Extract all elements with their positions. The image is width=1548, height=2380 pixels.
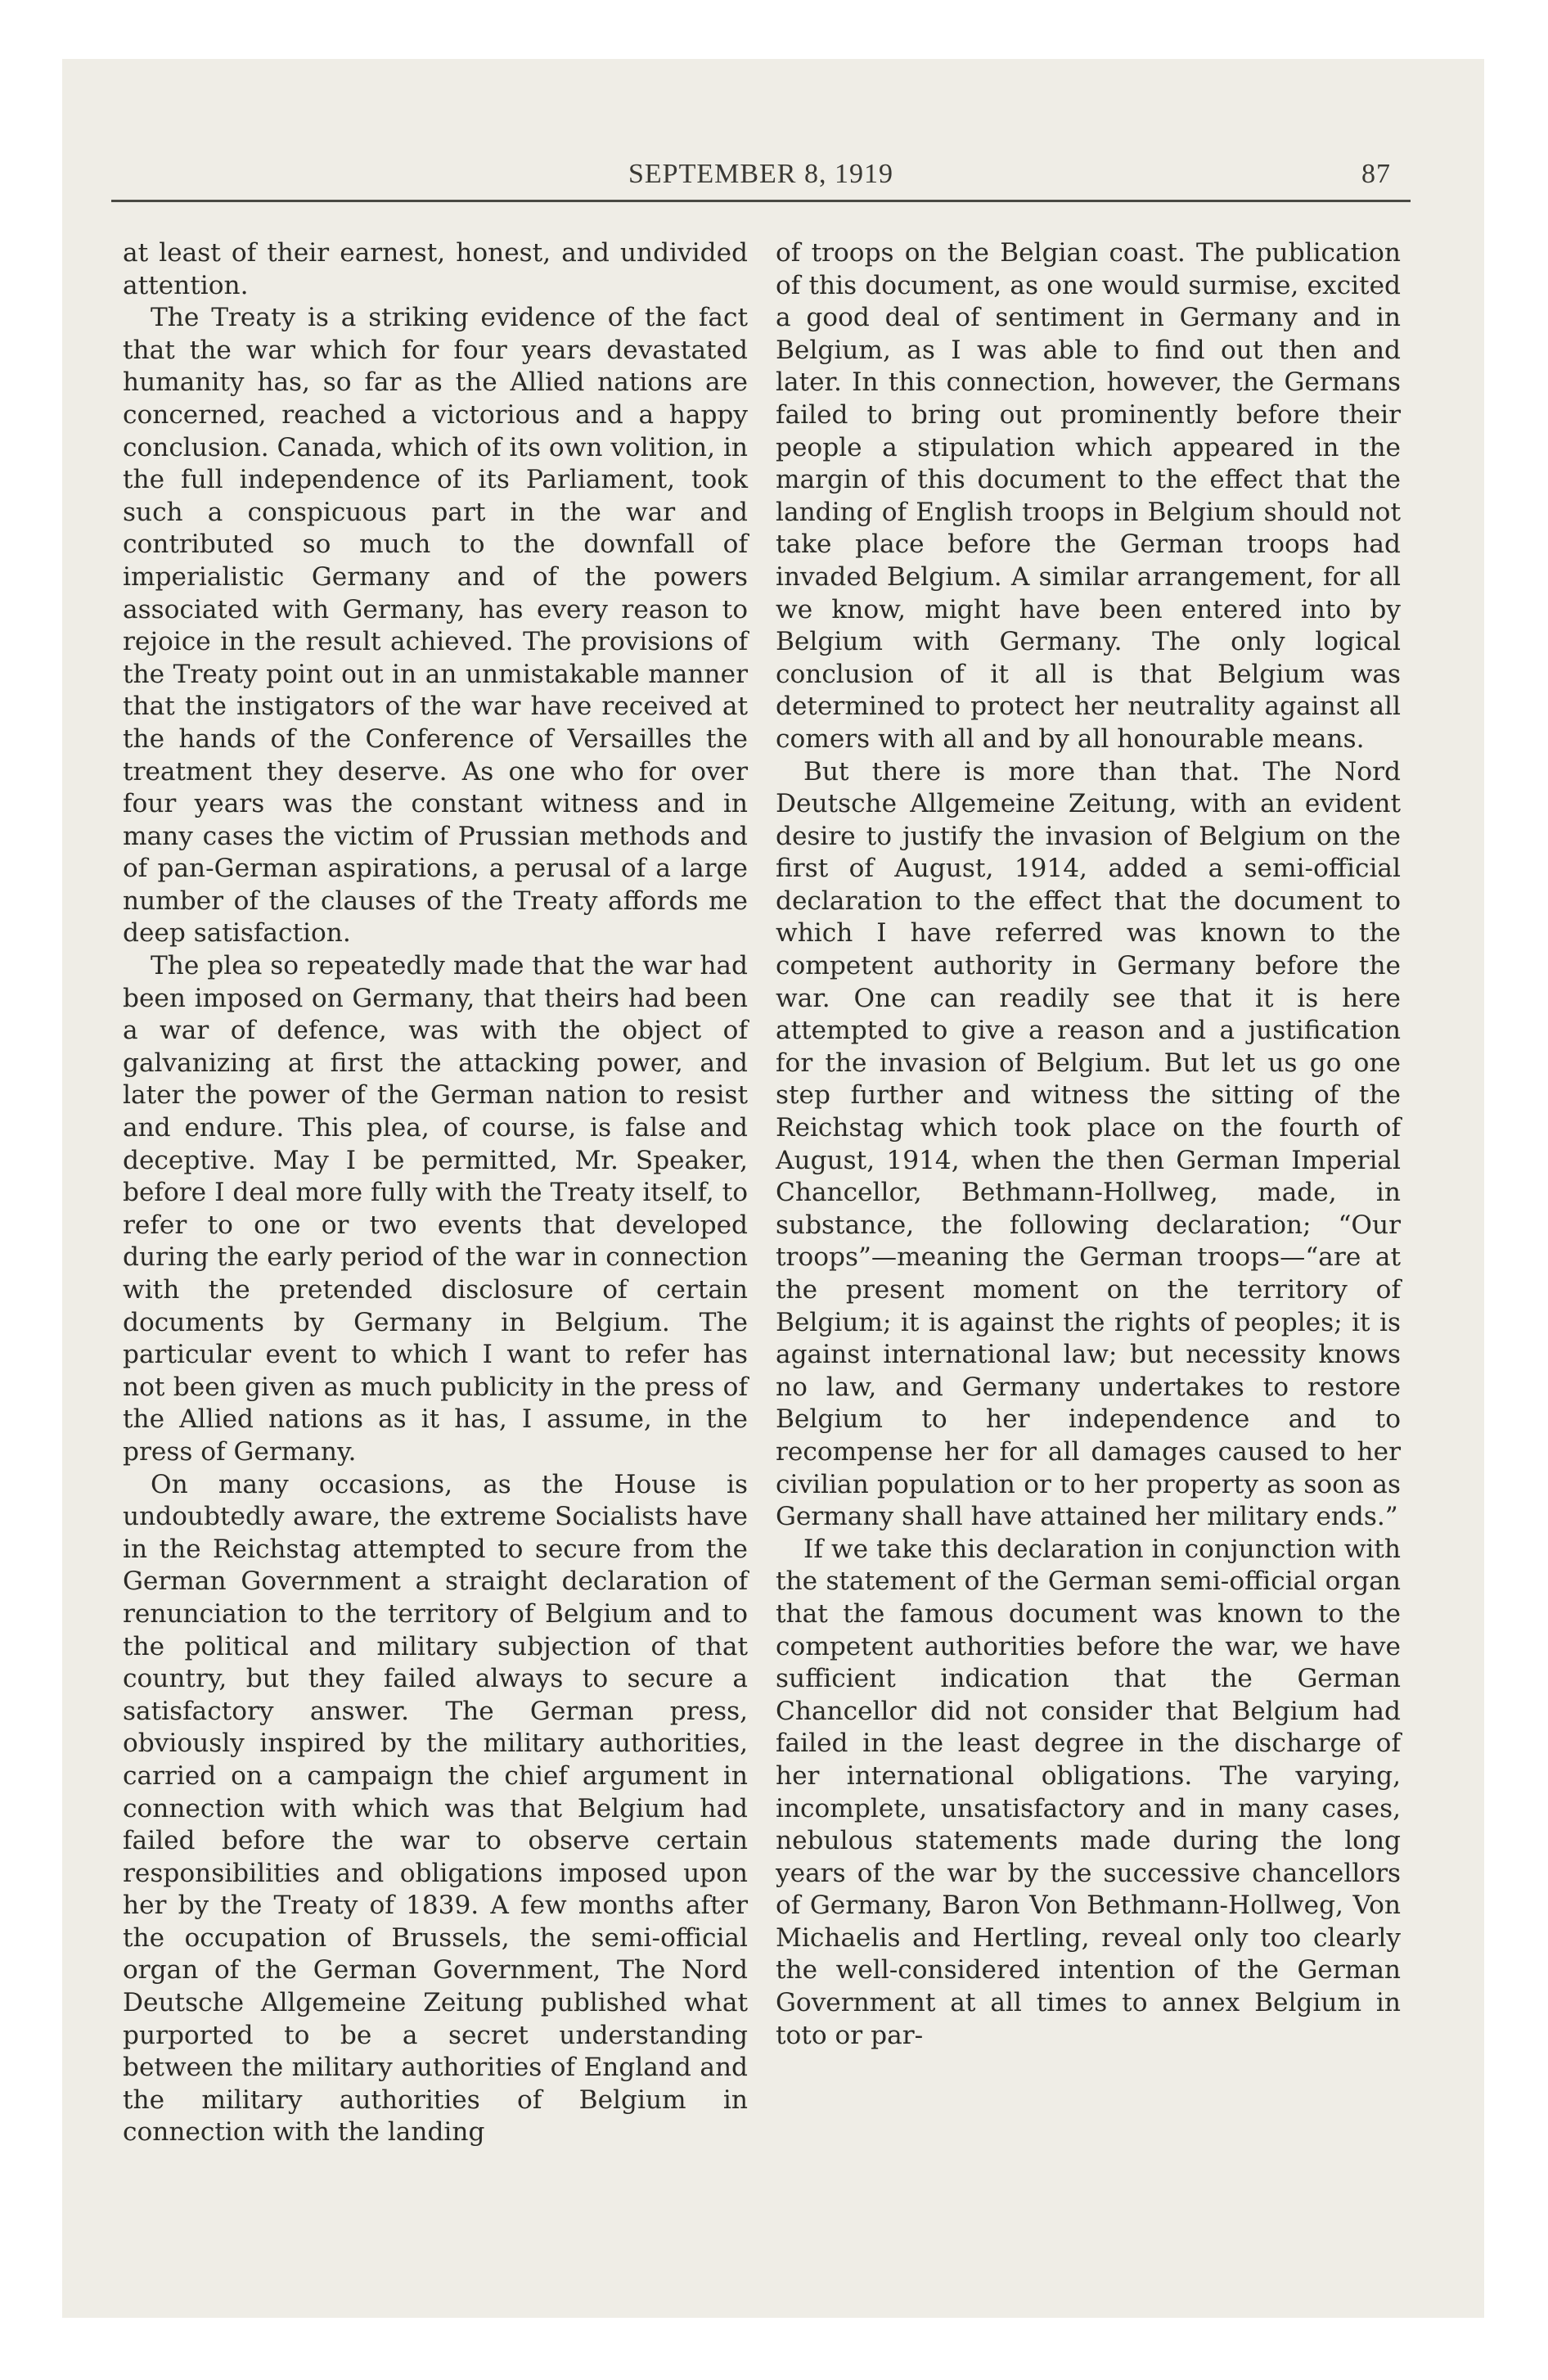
header-rule: [111, 200, 1411, 202]
page-header: [111, 149, 1411, 198]
paragraph: of troops on the Belgian coast. The publication of this document, as one would surmise, excited a good deal of sentiment in Germany and in Belgium, as I was able to find out then and later. In this connection, however, the Germans failed to bring out prominently before their people a stipulation which appeared in the margin of this document to the effect that the landing of English troops in Belgium should not take place before the German troops had invaded Belgium. A similar arrangement, for all we know, might have been entered into by Belgium with Germany. The only logical conclusion of it all is that Belgium was determined to protect her neutrality against all comers with all and by all honourable means.: [776, 238, 1401, 754]
paragraph: But there is more than that. The Nord Deutsche Allgemeine Zeitung, with an evident desire to justify the invasion of Belgium on the first of August, 1914, added a semi-official declaration to the effect that the document to which I have referred was known to the competent authority in Germany before the war. One can readily see that it is here attempted to give a reason and a justification for the invasion of Belgium. But let us go one step further and witness the sitting of the Reichstag which took place on the fourth of August, 1914, when the then German Imperial Chancellor, Bethmann-Hollweg, made, in substance, the following declaration; “Our troops”—meaning the German troops—“are at the present moment on the territory of Belgium; it is against the rights of peoples; it is against international law; but necessity knows no law, and Germany undertakes to restore Belgium to her independence and to recompense her for all damages caused to her civilian population or to her property as soon as Germany shall have attained her military ends.”: [776, 756, 1401, 1532]
right-column: [776, 237, 1401, 2052]
left-column: [123, 237, 748, 2149]
paragraph: If we take this declaration in conjunction with the statement of the German semi-official organ that the famous document was known to the competent authorities before the war, we have sufficient indication that the German Chancellor did not consider that Belgium had failed in the least degree in the discharge of her international obligations. The varying, incomplete, unsatisfactory and in many cases, nebulous statements made during the long years of the war by the successive chancellors of Germany, Baron Von Bethmann-Hollweg, Von Michaelis and Hertling, reveal only too clearly the well-considered intention of the German Government at all times to annex Belgium in toto or par-: [776, 1534, 1401, 2050]
page-number: 87: [1361, 159, 1391, 189]
paragraph: The Treaty is a striking evidence of the fact that the war which for four years devastated humanity has, so far as the Allied nations are concerned, reached a victorious and a happy conclusion. Canada, which of its own volition, in the full independence of its Parliament, took such a conspicuous part in the war and contributed so much to the downfall of imperialistic Germany and of the powers associated with Germany, has every reason to rejoice in the result achieved. The provisions of the Treaty point out in an unmistakable manner that the instigators of the war have received at the hands of the Conference of Versailles the treatment they deserve. As one who for over four years was the constant witness and in many cases the victim of Prussian methods and of pan-German aspirations, a perusal of a large number of the clauses of the Treaty affords me deep satisfaction.: [123, 303, 749, 949]
running-head-date: SEPTEMBER 8, 1919: [628, 159, 893, 189]
paragraph: On many occasions, as the House is undoubtedly aware, the extreme Socialists have in the Reichstag attempted to secure from the German Government a straight declaration of renunciation to the territory of Belgium and to the political and military subjection of that country, but they failed always to secure a satisfactory answer. The German press, obviously inspired by the military authorities, carried on a campaign the chief argument in connection with which was that Belgium had failed before the war to observe certain responsibilities and obligations imposed upon her by the Treaty of 1839. A few months after the occupation of Brussels, the semi-official organ of the German Government, The Nord Deutsche Allgemeine Zeitung published what purported to be a secret understanding between the military authorities of England and the military authorities of Belgium in connection with the landing: [123, 1469, 748, 2148]
paragraph: The plea so repeatedly made that the war had been imposed on Germany, that theirs had been a war of defence, was with the object of galvanizing at first the attacking power, and later the power of the German nation to resist and endure. This plea, of course, is false and deceptive. May I be permitted, Mr. Speaker, before I deal more fully with the Treaty itself, to refer to one or two events that developed during the early period of the war in connection with the pretended disclosure of certain documents by Germany in Belgium. The particular event to which I want to refer has not been given as much publicity in the press of the Allied nations as it has, I assume, in the press of Germany.: [123, 951, 748, 1467]
scanned-page: [62, 59, 1484, 2318]
paragraph: at least of their earnest, honest, and undivided attention.: [123, 238, 748, 300]
page: [62, 59, 1484, 2318]
